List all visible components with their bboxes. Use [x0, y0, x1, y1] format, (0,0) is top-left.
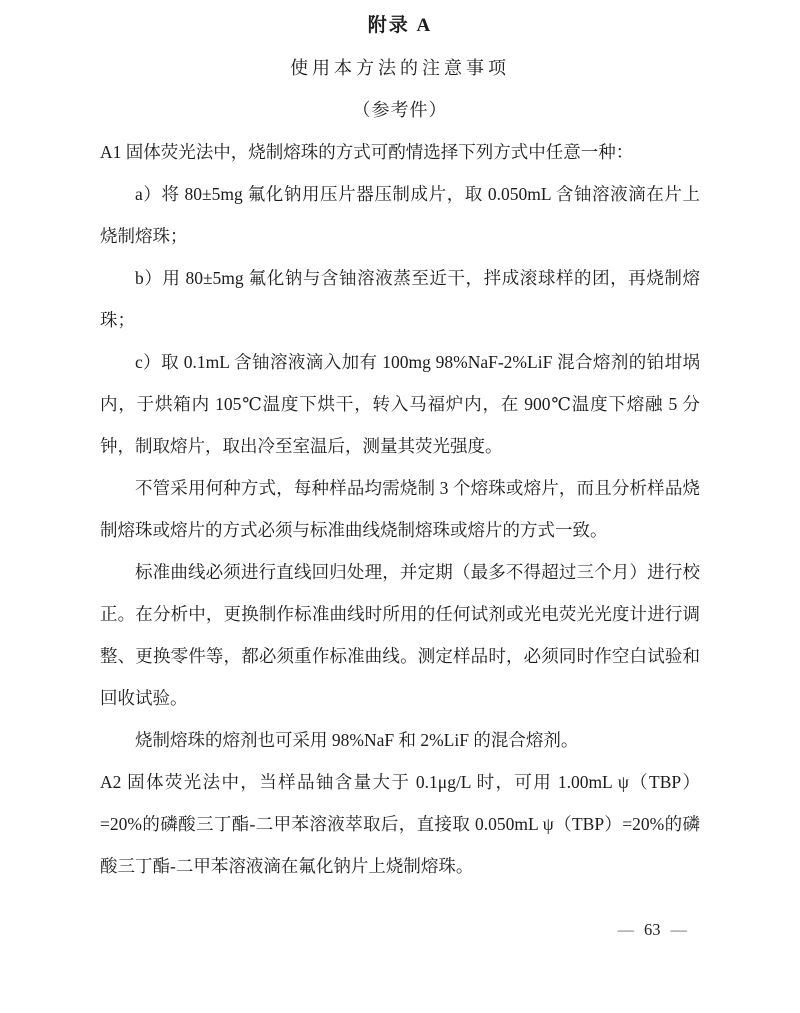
page-number: 63 [644, 920, 661, 939]
appendix-title: 附录 A [367, 15, 433, 36]
paragraph-item-b: b）用 80±5mg 氟化钠与含铀溶液蒸至近干，拌成滚球样的团，再烧制熔珠； [100, 268, 700, 330]
paragraph-calibration: 标准曲线必须进行直线回归处理，并定期（最多不得超过三个月）进行校正。在分析中，更换制作标准曲线时所用的任何试剂或光电荧光光度计进行调整、更换零件等，都必须重作标准曲线。测定样品时，必须同时作空白试验和回收试验。 [100, 562, 700, 708]
paragraph-burning-requirement: 不管采用何种方式，每种样品均需烧制 3 个熔珠或熔片，而且分析样品烧制熔珠或熔片的方式必须与标准曲线烧制熔珠或熔片的方式一致。 [100, 478, 700, 540]
paragraph-item-a: a）将 80±5mg 氟化钠用压片器压制成片，取 0.050mL 含铀溶液滴在片上烧制熔珠； [100, 184, 700, 246]
paragraph-flux-alternative: 烧制熔珠的熔剂也可采用 98%NaF 和 2%LiF 的混合熔剂。 [135, 730, 579, 750]
reference-note: （参考件） [352, 100, 448, 120]
page-footer [608, 920, 698, 940]
paragraph-item-c: c）取 0.1mL 含铀溶液滴入加有 100mg 98%NaF-2%LiF 混合熔剂的铂坩埚内，于烘箱内 105℃温度下烘干，转入马福炉内，在 900℃温度下熔融 5 分钟，制取熔片，取出冷至室温后，测量其荧光强度。 [100, 352, 700, 456]
footer-left-dash: — [617, 920, 634, 939]
appendix-subtitle: 使用本方法的注意事项 [290, 58, 510, 78]
footer-right-dash: — [670, 920, 687, 939]
paragraph-a1: A1 固体荧光法中，烧制熔珠的方式可酌情选择下列方式中任意一种： [100, 142, 634, 162]
paragraph-a2: A2 固体荧光法中，当样品铀含量大于 0.1μg/L 时，可用 1.00mL ψ（TBP）=20%的磷酸三丁酯-二甲苯溶液萃取后，直接取 0.050mL ψ（TBP）=20%的磷酸三丁酯-二甲苯溶液滴在氟化钠片上烧制熔珠。 [100, 772, 700, 876]
